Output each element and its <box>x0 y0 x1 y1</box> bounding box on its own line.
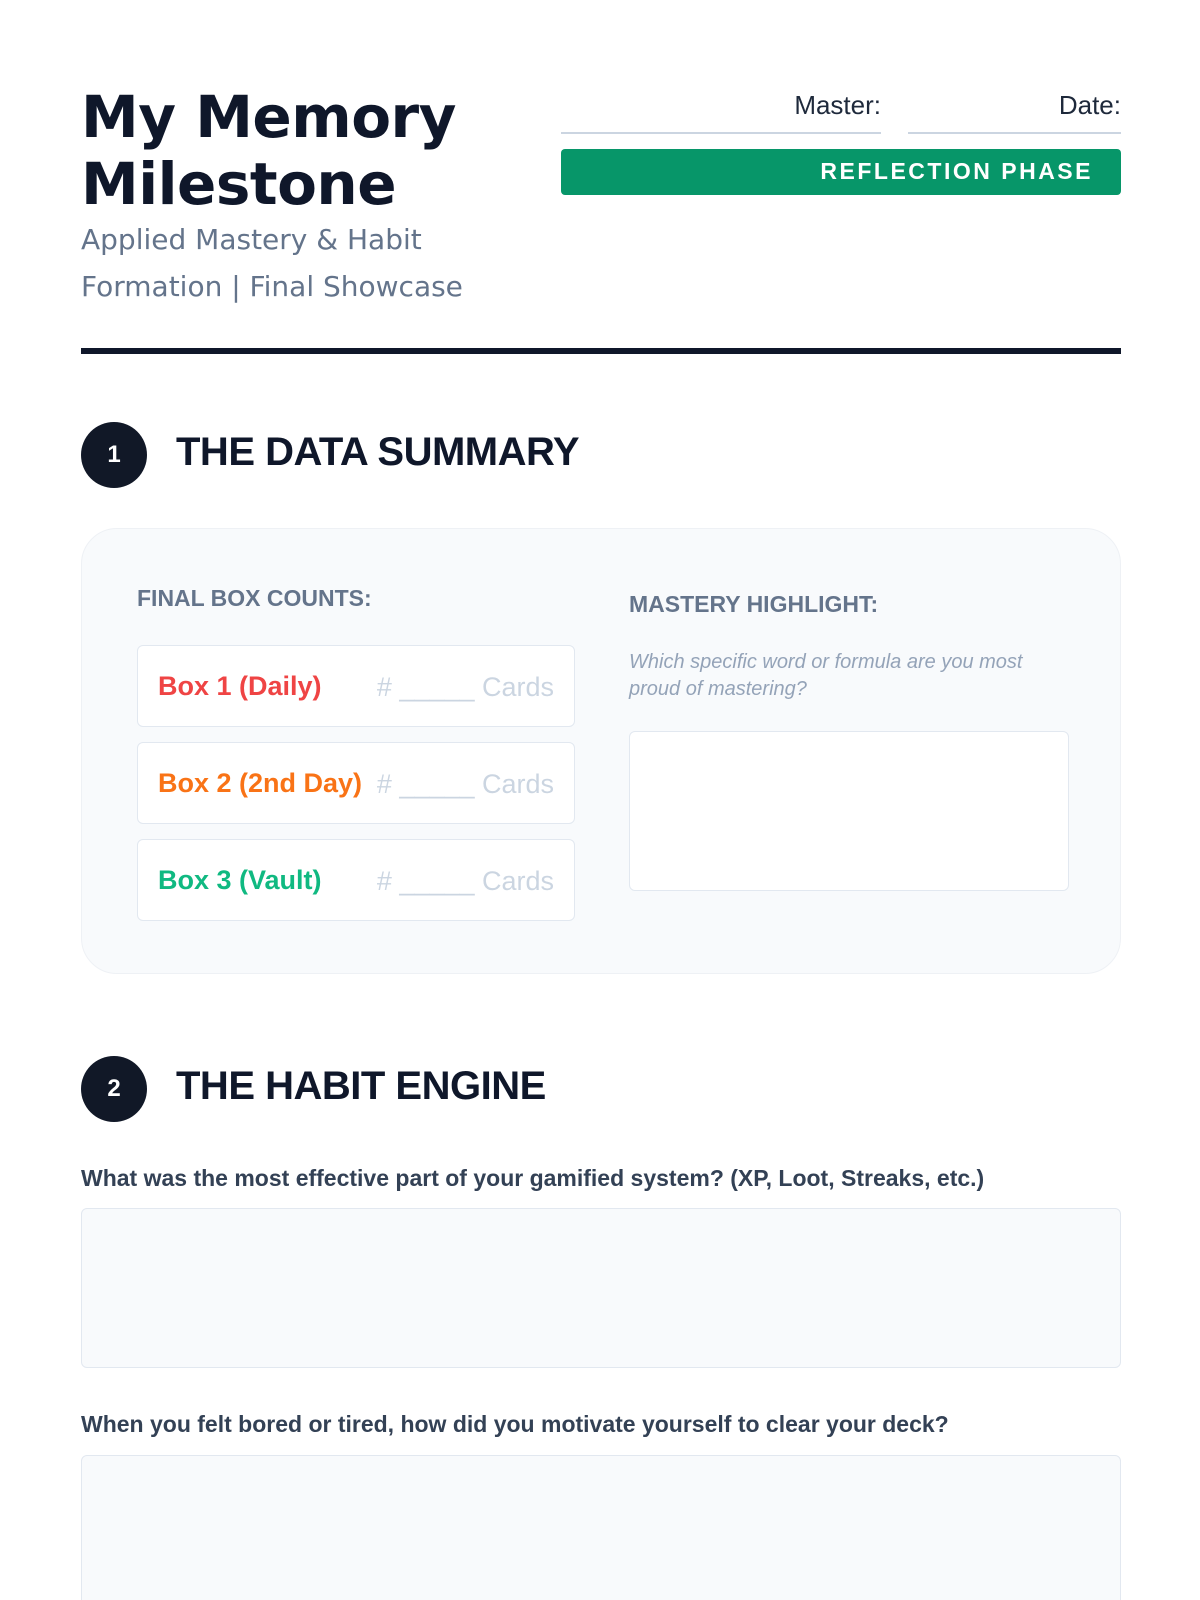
question-motivation: When you felt bored or tired, how did you motivate yourself to clear your deck? <box>81 1411 949 1437</box>
box-count-row-vault[interactable] <box>137 839 575 921</box>
box-count-blank: # _____ Cards <box>376 672 554 702</box>
date-label: Date: <box>1058 90 1121 120</box>
section-title: THE HABIT ENGINE <box>176 1064 546 1108</box>
box-count-row-2nd-day[interactable] <box>137 742 575 824</box>
mastery-highlight-label: MASTERY HIGHLIGHT: <box>629 591 879 617</box>
mastery-highlight-question: Which specific word or formula are you most proud of mastering? <box>629 651 1023 700</box>
master-label: Master: <box>794 90 881 120</box>
mastery-highlight-answer-box[interactable] <box>629 731 1069 891</box>
box-counts-label: FINAL BOX COUNTS: <box>137 585 372 611</box>
header <box>81 80 1121 310</box>
box-count-row-daily[interactable] <box>137 645 575 727</box>
box-count-blank: # _____ Cards <box>376 866 554 896</box>
data-summary-panel <box>81 528 1121 974</box>
answer-box-effective-part[interactable] <box>81 1208 1121 1368</box>
section-number-badge: 2 <box>81 1056 147 1122</box>
section-number-badge: 1 <box>81 422 147 488</box>
box-name: Box 2 (2nd Day) <box>158 768 363 798</box>
header-divider <box>81 348 1121 354</box>
phase-label: REFLECTION PHASE <box>820 158 1093 184</box>
page-title: My Memory Milestone <box>81 83 456 218</box>
meta-fields <box>561 80 1121 134</box>
section-data-summary-heading <box>81 422 1121 488</box>
box-count-blank: # _____ Cards <box>376 769 554 799</box>
box-name: Box 3 (Vault) <box>158 865 322 895</box>
section-habit-engine-heading <box>81 1056 1121 1122</box>
master-field[interactable] <box>561 80 881 134</box>
answer-box-motivation[interactable] <box>81 1455 1121 1600</box>
page-subtitle: Applied Mastery & Habit Formation | Final Showcase <box>81 223 463 303</box>
phase-banner <box>561 149 1121 195</box>
box-name: Box 1 (Daily) <box>158 671 322 701</box>
date-field[interactable] <box>908 80 1121 134</box>
section-title: THE DATA SUMMARY <box>176 430 580 474</box>
question-effective-part: What was the most effective part of your gamified system? (XP, Loot, Streaks, etc.) <box>81 1165 985 1191</box>
